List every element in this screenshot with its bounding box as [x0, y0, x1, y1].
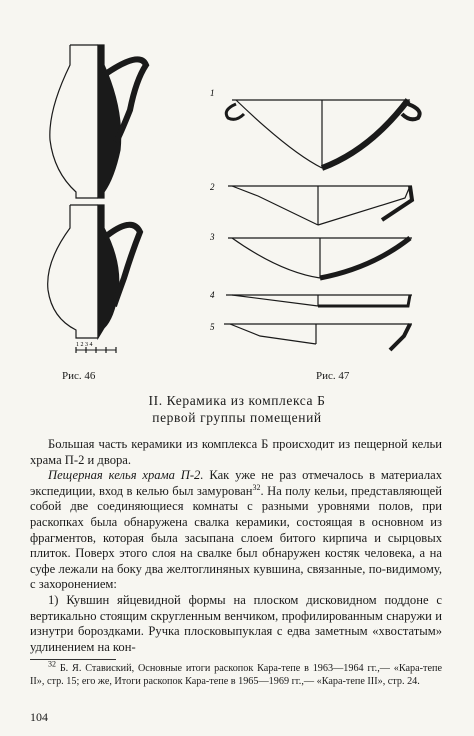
fig46-caption: Рис. 46 [62, 370, 96, 382]
profile-5-drawing [224, 324, 412, 350]
profile-1-label: 1 [210, 88, 215, 98]
profile-2-drawing [228, 186, 412, 225]
paragraph-3: 1) Кувшин яйцевидной формы на плоском дисковидном поддоне с вертикально стоящим скругленным венчиком, профилированным снаружи и изнутри бороздками. Ручка плосковыпуклая с едва заметным «хвостатым» удлинением на кон- [30, 592, 442, 654]
section-title-line2: первой группы помещений [152, 410, 322, 425]
profile-2-label: 2 [210, 182, 215, 192]
profile-4-drawing [226, 295, 412, 306]
paragraph-2-tail: . На полу кельи, представляющей собой две соединяющиеся комнаты с разными уровнями полов, при раскопках была обнаружена свалка керамики, состоящая в основном из фрагментов, которая была засыпана слоем битого кирпича и сырцовых плиток. Поверх этого слоя на свалке был обнаружен костяк человека, а на суфе лежали на боку два желтоглиняных кувшина, связанные, по-видимому, с захоронением: [30, 483, 442, 592]
paragraph-2-text: Как уже не раз отмечалось в материалах экспедиции, вход в келью был замурован [30, 468, 442, 498]
footnote-ref-32[interactable]: 32 [252, 482, 261, 492]
section-heading [0, 392, 474, 426]
paragraph-1: Большая часть керамики из комплекса Б происходит из пещерной кельи храма П-2 и двора. [30, 437, 442, 467]
jug-2-drawing [48, 205, 140, 338]
paragraph-2 [30, 468, 442, 593]
footnote-text: Б. Я. Ставиский, Основные итоги раскопок Кара-тепе в 1963—1964 гг.,— «Кара-тепе II», стр. 15; его же, Итоги раскопок Кара-тепе в 1965—1969 гг.,— «Кара-тепе III», стр. 24. [30, 663, 442, 687]
jug-1-drawing [50, 45, 146, 198]
profile-3-drawing [228, 238, 412, 278]
fig47-caption: Рис. 47 [316, 370, 350, 382]
profile-5-label: 5 [210, 322, 215, 332]
footnote-32 [30, 659, 442, 688]
profile-3-label: 3 [210, 232, 215, 242]
scale-label: 1 2 3 4 [76, 342, 93, 348]
body-text [30, 437, 442, 655]
section-title-line1: II. Керамика из комплекса Б [148, 393, 326, 408]
footnote-number: 32 [48, 659, 56, 669]
profile-1-drawing [226, 100, 419, 168]
paragraph-2-italic: Пещерная келья храма П-2. [48, 468, 204, 483]
page-number: 104 [30, 710, 48, 724]
footnote-rule [30, 659, 116, 660]
profile-4-label: 4 [210, 290, 215, 300]
